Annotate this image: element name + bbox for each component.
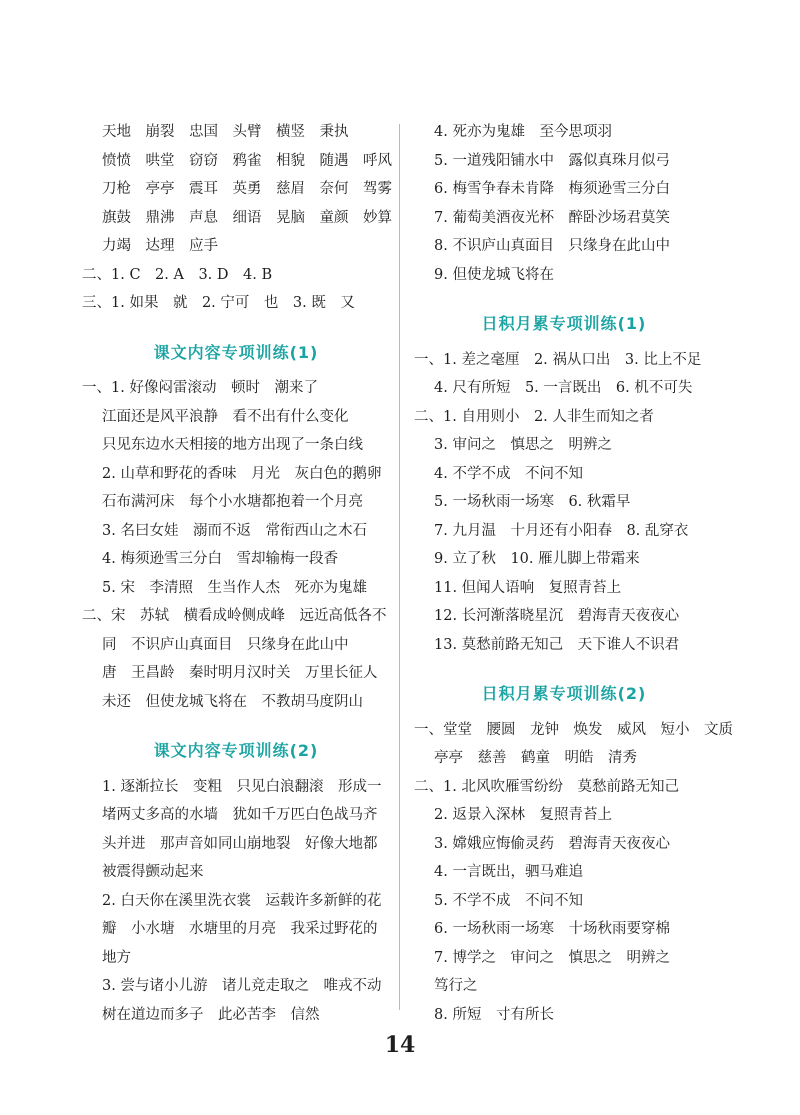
answer-line: 唐 王昌龄 秦时明月汉时关 万里长征人 <box>102 665 378 681</box>
answer-line: 3. 嫦娥应悔偷灵药 碧海青天夜夜心 <box>434 835 670 852</box>
answer-part-three: 三、1. 如果 就 2. 宁可 也 3. 既 又 <box>82 295 355 311</box>
answer-line: 二、1. 北风吹雁雪纷纷 莫愁前路无知己 <box>414 778 679 795</box>
answer-line: 6. 一场秋雨一场寒 十场秋雨要穿棉 <box>434 921 670 937</box>
poetry-answers <box>414 118 714 289</box>
answer-line: 亭亭 慈善 鹤童 明皓 清秀 <box>434 750 637 766</box>
answer-line: 树在道边而多子 此必苦李 信然 <box>102 1006 320 1023</box>
vocab-line: 力竭 达理 应手 <box>102 238 218 254</box>
answer-line: 4. 尺有所短 5. 一言既出 6. 机不可失 <box>434 380 693 396</box>
answer-line: 未还 但使龙城飞将在 不教胡马度阴山 <box>102 693 363 710</box>
answer-line: 5. 不学不成 不问不知 <box>434 892 583 909</box>
section-heading-kewen-2: 课文内容专项训练(2) <box>153 741 319 760</box>
right-column <box>414 118 733 1029</box>
answer-line: 头并进 那声音如同山崩地裂 好像大地都 <box>102 835 378 852</box>
answer-line: 4. 不学不成 不问不知 <box>434 465 583 482</box>
section-heading-kewen-1: 课文内容专项训练(1) <box>153 342 319 362</box>
vocab-line: 旗鼓 鼎沸 声息 细语 晃脑 童颜 妙算 <box>102 209 392 226</box>
answer-line: 堵两丈多高的水墙 犹如千万匹白色战马齐 <box>102 807 378 823</box>
left-column <box>82 118 390 1029</box>
answer-line: 3. 名曰女娃 溺而不返 常衔西山之木石 <box>102 522 367 539</box>
answer-line: 2. 白天你在溪里洗衣裳 运载许多新鲜的花 <box>102 892 382 909</box>
answer-line: 瓣 小水塘 水塘里的月亮 我采过野花的 <box>102 921 378 937</box>
vocab-line: 愤愤 哄堂 窃窃 鸦雀 相貌 随遇 呼风 <box>102 152 392 169</box>
section-heading-riji-2: 日积月累专项训练(2) <box>481 684 647 703</box>
answer-line: 二、1. 自用则小 2. 人非生而知之者 <box>414 408 654 425</box>
section-body-riji-2 <box>414 716 733 1030</box>
answer-line: 一、1. 好像闷雷滚动 顿时 潮来了 <box>82 380 318 396</box>
answer-line: 3. 审问之 慎思之 明辨之 <box>434 437 612 453</box>
answer-line: 9. 但使龙城飞将在 <box>434 266 554 283</box>
answer-line: 9. 立了秋 10. 雁儿脚上带霜来 <box>434 551 640 567</box>
answer-line: 4. 梅须逊雪三分白 雪却输梅一段香 <box>102 551 338 567</box>
section-body-kewen-2 <box>82 773 390 1030</box>
section-body-riji-1 <box>414 346 714 660</box>
answer-line: 7. 九月温 十月还有小阳春 8. 乱穿衣 <box>434 522 689 539</box>
answer-line: 笃行之 <box>434 978 478 994</box>
answer-line: 2. 返景入深林 复照青苔上 <box>434 807 612 823</box>
answer-line: 只见东边水天相接的地方出现了一条白线 <box>102 437 363 453</box>
answer-line: 被震得颤动起来 <box>102 864 204 880</box>
answer-part-two: 二、1. C 2. A 3. D 4. B <box>82 266 273 283</box>
answer-line: 4. 死亦为鬼雄 至今思项羽 <box>434 124 612 140</box>
answer-line: 3. 尝与诸小儿游 诸儿竞走取之 唯戎不动 <box>102 978 382 994</box>
answer-line: 4. 一言既出，驷马难追 <box>434 864 583 880</box>
answer-line: 2. 山草和野花的香味 月光 灰白色的鹅卵 <box>102 465 382 482</box>
vocab-line: 刀枪 亭亭 震耳 英勇 慈眉 奈何 驾雾 <box>102 181 392 197</box>
answer-line: 7. 葡萄美酒夜光杯 醉卧沙场君莫笑 <box>434 209 670 226</box>
answer-line: 11. 但闻人语响 复照青苔上 <box>434 579 622 596</box>
answer-line: 12. 长河渐落晓星沉 碧海青天夜夜心 <box>434 608 680 624</box>
section-heading-riji-1: 日积月累专项训练(1) <box>481 314 647 333</box>
answer-line: 7. 博学之 审问之 慎思之 明辨之 <box>434 949 670 966</box>
answer-line: 13. 莫愁前路无知己 天下谁人不识君 <box>434 636 680 653</box>
answer-line: 石布满河床 每个小水塘都抱着一个月亮 <box>102 494 363 510</box>
answer-line: 6. 梅雪争春未肯降 梅须逊雪三分白 <box>434 181 670 197</box>
vocab-line: 天地 崩裂 忠国 头臂 横竖 秉执 <box>102 124 349 140</box>
answer-line: 二、宋 苏轼 横看成岭侧成峰 远近高低各不 <box>82 608 387 624</box>
section-body-kewen-1 <box>82 374 390 716</box>
answer-line: 1. 逐渐拉长 变粗 只见白浪翻滚 形成一 <box>102 778 382 795</box>
answer-line: 一、1. 差之毫厘 2. 祸从口出 3. 比上不足 <box>414 351 702 368</box>
answer-line: 5. 一场秋雨一场寒 6. 秋霜早 <box>434 494 631 510</box>
answer-line: 同 不识庐山真面目 只缘身在此山中 <box>102 636 349 653</box>
answer-line: 地方 <box>102 949 131 966</box>
column-divider <box>399 124 400 1010</box>
answer-line: 一、堂堂 腰圆 龙钟 焕发 威风 短小 文质 <box>414 721 733 738</box>
answer-line: 5. 一道残阳铺水中 露似真珠月似弓 <box>434 152 670 169</box>
vocab-block <box>82 118 390 261</box>
page-number: 14 <box>384 1032 416 1058</box>
answer-line: 8. 所短 寸有所长 <box>434 1006 554 1023</box>
answer-line: 江面还是风平浪静 看不出有什么变化 <box>102 408 349 425</box>
answer-line: 8. 不识庐山真面目 只缘身在此山中 <box>434 238 670 254</box>
answer-line: 5. 宋 李清照 生当作人杰 死亦为鬼雄 <box>102 579 367 596</box>
